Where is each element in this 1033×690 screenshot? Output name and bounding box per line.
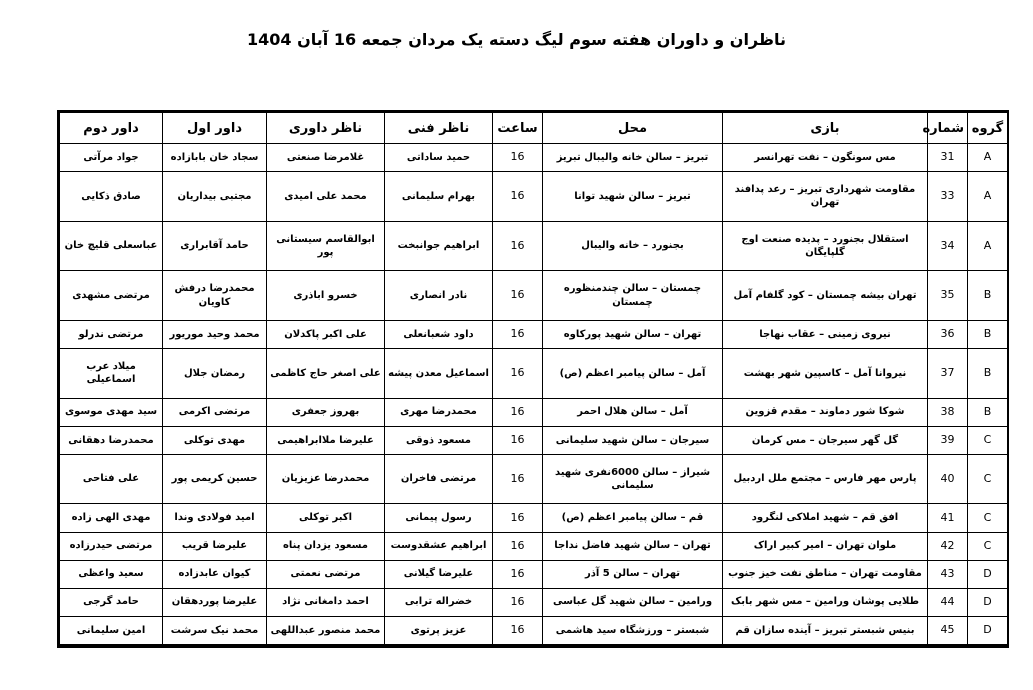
table-row (60, 588, 1008, 616)
first-referee-cell: علیرضا قریب (163, 532, 267, 560)
time-cell: 16 (493, 144, 543, 172)
table-row (60, 320, 1008, 348)
tech-supervisor-cell: ابراهیم عشقدوست (385, 532, 493, 560)
venue-cell: تهران – سالن 5 آذر (543, 560, 723, 588)
venue-header: محل (543, 113, 723, 144)
page-title: ناظران و داوران هفته سوم لیگ دسته یک مردان جمعه 16 آبان 1404 (247, 30, 786, 49)
group-cell: D (968, 616, 1008, 644)
number-cell: 45 (928, 616, 968, 644)
time-cell: 16 (493, 426, 543, 454)
match-cell: استقلال بجنورد – پدیده صنعت اوج گلپایگان (723, 221, 928, 271)
second-referee-header: داور دوم (60, 113, 163, 144)
group-cell: D (968, 560, 1008, 588)
group-cell: B (968, 271, 1008, 321)
tech-supervisor-cell: عزیز پرتوی (385, 616, 493, 644)
tech-supervisor-cell: نادر انصاری (385, 271, 493, 321)
venue-cell: تهران – سالن شهید پورکاوه (543, 320, 723, 348)
ref-supervisor-cell: اکبر توکلی (267, 504, 385, 532)
match-cell: افق قم – شهید املاکی لنگرود (723, 504, 928, 532)
tech-supervisor-cell: مرتضی فاخران (385, 454, 493, 504)
ref-supervisor-cell: ابوالقاسم سیستانی پور (267, 221, 385, 271)
ref-supervisor-cell: خسرو اباذری (267, 271, 385, 321)
venue-cell: سیرجان – سالن شهید سلیمانی (543, 426, 723, 454)
table-row (60, 144, 1008, 172)
first-referee-cell: مهدی توکلی (163, 426, 267, 454)
match-cell: ملوان تهران – امیر کبیر اراک (723, 532, 928, 560)
number-cell: 31 (928, 144, 968, 172)
second-referee-cell: علی فتاحی (60, 454, 163, 504)
venue-cell: بجنورد – خانه والیبال (543, 221, 723, 271)
number-cell: 35 (928, 271, 968, 321)
group-cell: C (968, 426, 1008, 454)
ref-supervisor-cell: محمد علی امیدی (267, 172, 385, 222)
number-cell: 34 (928, 221, 968, 271)
venue-cell: آمل – سالن پیامبر اعظم (ص) (543, 349, 723, 399)
time-cell: 16 (493, 504, 543, 532)
first-referee-cell: امید فولادی وندا (163, 504, 267, 532)
group-cell: C (968, 454, 1008, 504)
ref-supervisor-cell: بهروز جعفری (267, 398, 385, 426)
second-referee-cell: مرتضی ندرلو (60, 320, 163, 348)
number-cell: 37 (928, 349, 968, 399)
second-referee-cell: مهدی الهی زاده (60, 504, 163, 532)
group-cell: A (968, 144, 1008, 172)
number-cell: 33 (928, 172, 968, 222)
venue-cell: تبریز – سالن شهید توانا (543, 172, 723, 222)
second-referee-cell: مرتضی حیدرزاده (60, 532, 163, 560)
tech-supervisor-cell: رسول پیمانی (385, 504, 493, 532)
table-row (60, 454, 1008, 504)
match-cell: بنیس شبستر تبریز – آینده سازان قم (723, 616, 928, 644)
second-referee-cell: محمدرضا دهقانی (60, 426, 163, 454)
ref-supervisor-cell: علی اکبر پاکدلان (267, 320, 385, 348)
tech-supervisor-cell: حمید ساداتی (385, 144, 493, 172)
tech-supervisor-cell: ابراهیم جوانبخت (385, 221, 493, 271)
ref-supervisor-cell: احمد دامغانی نژاد (267, 588, 385, 616)
number-cell: 40 (928, 454, 968, 504)
tech-supervisor-cell: علیرضا گیلانی (385, 560, 493, 588)
second-referee-cell: صادق ذکایی (60, 172, 163, 222)
second-referee-cell: حامد گرجی (60, 588, 163, 616)
first-referee-cell: محمد وحید موریور (163, 320, 267, 348)
ref-supervisor-cell: مرتضی نعمتی (267, 560, 385, 588)
table-row (60, 532, 1008, 560)
number-cell: 44 (928, 588, 968, 616)
group-cell: C (968, 504, 1008, 532)
second-referee-cell: سعید واعظی (60, 560, 163, 588)
time-cell: 16 (493, 349, 543, 399)
venue-cell: شیراز – سالن 6000نفری شهید سلیمانی (543, 454, 723, 504)
first-referee-header: داور اول (163, 113, 267, 144)
group-cell: B (968, 320, 1008, 348)
second-referee-cell: مرتضی مشهدی (60, 271, 163, 321)
table-body (60, 144, 1008, 645)
venue-cell: تبریز – سالن خانه والیبال تبریز (543, 144, 723, 172)
venue-cell: شبستر – ورزشگاه سید هاشمی (543, 616, 723, 644)
time-cell: 16 (493, 172, 543, 222)
match-cell: نیروانا آمل – کاسپین شهر بهشت (723, 349, 928, 399)
schedule-table-container (57, 110, 1009, 648)
first-referee-cell: مجتبی بیداریان (163, 172, 267, 222)
table-row (60, 271, 1008, 321)
second-referee-cell: سید مهدی موسوی (60, 398, 163, 426)
match-cell: پارس مهر فارس – مجتمع ملل اردبیل (723, 454, 928, 504)
ref-supervisor-cell: علی اصغر حاج کاظمی (267, 349, 385, 399)
match-cell: شوکا شور دماوند – مقدم قزوین (723, 398, 928, 426)
time-cell: 16 (493, 271, 543, 321)
first-referee-cell: حامد آقابراری (163, 221, 267, 271)
number-cell: 38 (928, 398, 968, 426)
group-header: گروه (968, 113, 1008, 144)
tech-supervisor-cell: بهرام سلیمانی (385, 172, 493, 222)
venue-cell: قم – سالن پیامبر اعظم (ص) (543, 504, 723, 532)
ref-supervisor-cell: محمدرضا عزیزیان (267, 454, 385, 504)
table-row (60, 426, 1008, 454)
group-cell: A (968, 221, 1008, 271)
ref-supervisor-cell: علیرضا ملاابراهیمی (267, 426, 385, 454)
ref-supervisor-header: ناظر داوری (267, 113, 385, 144)
match-header: بازی (723, 113, 928, 144)
first-referee-cell: رمضان جلال (163, 349, 267, 399)
first-referee-cell: محمدرضا درفش کاویان (163, 271, 267, 321)
table-row (60, 349, 1008, 399)
venue-cell: تهران – سالن شهید فاضل نداجا (543, 532, 723, 560)
ref-supervisor-cell: محمد منصور عبداللهی (267, 616, 385, 644)
time-cell: 16 (493, 560, 543, 588)
second-referee-cell: میلاد عرب اسماعیلی (60, 349, 163, 399)
second-referee-cell: امین سلیمانی (60, 616, 163, 644)
tech-supervisor-cell: اسماعیل معدن پیشه (385, 349, 493, 399)
time-cell: 16 (493, 320, 543, 348)
number-header: شماره (928, 113, 968, 144)
first-referee-cell: محمد نیک سرشت (163, 616, 267, 644)
match-cell: نیروی زمینی – عقاب نهاجا (723, 320, 928, 348)
group-cell: C (968, 532, 1008, 560)
venue-cell: ورامین – سالن شهید گل عباسی (543, 588, 723, 616)
number-cell: 41 (928, 504, 968, 532)
tech-supervisor-cell: محمدرضا مهری (385, 398, 493, 426)
first-referee-cell: مرتضی اکرمی (163, 398, 267, 426)
time-cell: 16 (493, 616, 543, 644)
venue-cell: آمل – سالن هلال احمر (543, 398, 723, 426)
second-referee-cell: عباسعلی قلیچ خان (60, 221, 163, 271)
group-cell: B (968, 398, 1008, 426)
first-referee-cell: حسین کریمی پور (163, 454, 267, 504)
group-cell: B (968, 349, 1008, 399)
time-cell: 16 (493, 221, 543, 271)
header-row (60, 113, 1008, 144)
venue-cell: چمستان – سالن چندمنظوره چمستان (543, 271, 723, 321)
match-cell: مقاومت شهرداری تبریز – رعد پدافند تهران (723, 172, 928, 222)
number-cell: 42 (928, 532, 968, 560)
time-cell: 16 (493, 398, 543, 426)
time-cell: 16 (493, 588, 543, 616)
time-header: ساعت (493, 113, 543, 144)
table-row (60, 172, 1008, 222)
table-row (60, 221, 1008, 271)
table-row (60, 560, 1008, 588)
match-cell: مس سونگون – نفت تهرانسر (723, 144, 928, 172)
group-cell: D (968, 588, 1008, 616)
number-cell: 36 (928, 320, 968, 348)
table-row (60, 398, 1008, 426)
first-referee-cell: کیوان عابدزاده (163, 560, 267, 588)
match-cell: مقاومت تهران – مناطق نفت خیز جنوب (723, 560, 928, 588)
number-cell: 43 (928, 560, 968, 588)
schedule-table (59, 112, 1008, 645)
first-referee-cell: سجاد خان بابازاده (163, 144, 267, 172)
group-cell: A (968, 172, 1008, 222)
table-row (60, 616, 1008, 644)
match-cell: گل گهر سیرجان – مس کرمان (723, 426, 928, 454)
tech-supervisor-cell: مسعود ذوقی (385, 426, 493, 454)
tech-supervisor-cell: خضراله ترابی (385, 588, 493, 616)
match-cell: طلایی پوشان ورامین – مس شهر بابک (723, 588, 928, 616)
first-referee-cell: علیرضا پوردهقان (163, 588, 267, 616)
ref-supervisor-cell: مسعود یزدان پناه (267, 532, 385, 560)
time-cell: 16 (493, 532, 543, 560)
number-cell: 39 (928, 426, 968, 454)
ref-supervisor-cell: غلامرضا صنعتی (267, 144, 385, 172)
table-row (60, 504, 1008, 532)
tech-supervisor-cell: داود شعبانعلی (385, 320, 493, 348)
match-cell: تهران بیشه چمستان – کود گلفام آمل (723, 271, 928, 321)
second-referee-cell: جواد مرآتی (60, 144, 163, 172)
tech-supervisor-header: ناظر فنی (385, 113, 493, 144)
time-cell: 16 (493, 454, 543, 504)
